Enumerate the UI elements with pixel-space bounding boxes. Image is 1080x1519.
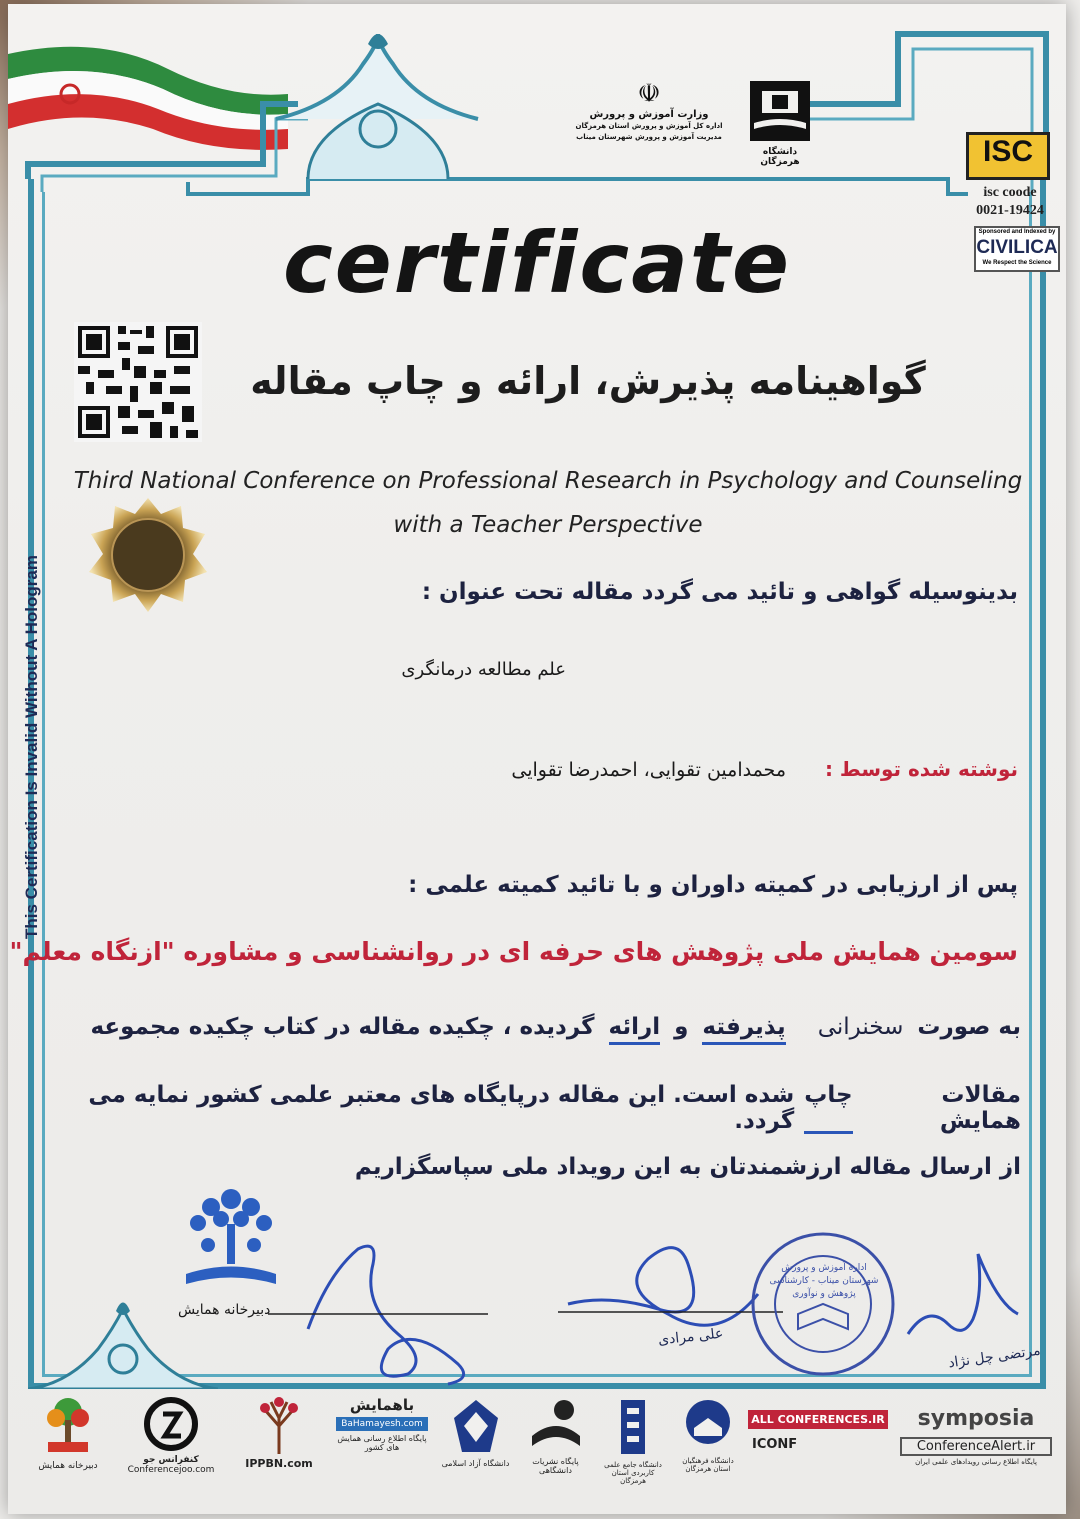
university-emblem-icon xyxy=(748,79,812,143)
ministry-header xyxy=(574,80,724,143)
hologram-seal-icon xyxy=(83,496,213,614)
conferencejoo-label: کنفرانس جو xyxy=(143,1455,199,1465)
thanks-line: از ارسال مقاله ارزشمندتان به این رویداد ملی سپاسگزاریم xyxy=(354,1154,1021,1180)
conferencealert-url: ConferenceAlert.ir xyxy=(900,1437,1052,1456)
certificate-title-en: certificate xyxy=(282,214,792,312)
ministry-line-3: مدیریت آموزش و پرورش شهرستان میناب xyxy=(576,133,722,141)
accepted-word: پذیرفته xyxy=(702,1014,785,1045)
applied-science-icon xyxy=(613,1396,653,1458)
farhangian-label: دانشگاه فرهنگیان استان هرمزگان xyxy=(682,1457,734,1473)
iconf-label: ICONF xyxy=(752,1437,798,1452)
qr-code-icon xyxy=(74,322,202,442)
student-publications-label: پایگاه نشریات دانشگاهی xyxy=(532,1457,579,1475)
symposia-label: symposia xyxy=(917,1406,1035,1431)
azad-university-logo xyxy=(438,1396,513,1496)
allconferences-logo xyxy=(748,1396,888,1496)
bahamayesh-logo xyxy=(332,1396,432,1496)
applied-science-label: دانشگاه جامع علمی کاربردی استان هرمزگان xyxy=(604,1461,662,1485)
azad-university-icon xyxy=(450,1396,502,1456)
farhangian-icon xyxy=(682,1396,734,1454)
azad-university-label: دانشگاه آزاد اسلامی xyxy=(441,1459,510,1468)
publish-prefix: مقالات همایش xyxy=(939,1082,1021,1134)
publish-rest: شده است. این مقاله درپایگاه های معتبر علمی کشور نمایه می گردد. xyxy=(88,1082,795,1134)
conference-title-en-line-2: with a Teacher Perspective xyxy=(393,512,703,538)
ippbn-logo xyxy=(234,1396,324,1496)
presentation-line xyxy=(68,1014,1021,1045)
publications-icon xyxy=(528,1396,584,1454)
ministry-line-1: وزارت آموزش و پرورش xyxy=(589,109,709,120)
secretariat-signature xyxy=(258,1234,498,1404)
conferencejoo-icon xyxy=(143,1396,199,1452)
conference-title-fa: سومین همایش ملی پژوهش های حرفه ای در روانشناسی و مشاوره "ازنگاه معلم" xyxy=(9,937,1018,966)
civilica-name: CIVILICA xyxy=(976,237,1058,258)
signer-middle-name: علی مرادی xyxy=(657,1325,725,1349)
isc-logo-text: ISC xyxy=(982,135,1033,168)
publish-line xyxy=(68,1082,1021,1134)
official-stamp xyxy=(748,1219,898,1389)
signer-right-name: مرتضی چل نژاد xyxy=(947,1342,1042,1372)
conferencejoo-logo xyxy=(116,1396,226,1496)
allconferences-label: ALL CONFERENCES.IR xyxy=(748,1410,888,1429)
secretariat-logo-label: دبیرخانه همایش xyxy=(38,1461,98,1471)
student-publications-logo xyxy=(518,1396,593,1496)
published-word: چاپ xyxy=(804,1082,852,1134)
bahamayesh-label: باهمایش xyxy=(349,1396,415,1414)
bahamayesh-url: BaHamayesh.com xyxy=(336,1417,428,1431)
bahamayesh-tagline: پایگاه اطلاع رسانی همایش های کشور xyxy=(337,1434,427,1452)
intro-line: بدینوسیله گواهی و تائید می گردد مقاله تحت عنوان : xyxy=(421,579,1018,605)
bottom-ornament xyxy=(28,1289,218,1389)
hologram-notice: This Certification Is Invalid Without A Hologram xyxy=(22,555,41,939)
conferencealert-tagline: پایگاه اطلاع رسانی رویدادهای علمی ایران xyxy=(915,1458,1037,1466)
review-line: پس از ارزیابی در کمیته داوران و با تائید کمیته علمی : xyxy=(408,872,1018,898)
university-logo xyxy=(742,79,818,167)
secretariat-label: دبیرخانه همایش xyxy=(178,1302,271,1318)
applied-science-logo xyxy=(598,1396,668,1496)
university-name: دانشگاه هرمزگان xyxy=(760,147,800,167)
presentation-rest: گردیده ، چکیده مقاله در کتاب چکیده مجموعه xyxy=(90,1014,595,1040)
presentation-prefix: به صورت xyxy=(917,1014,1021,1040)
presentation-type: سخنرانی xyxy=(817,1014,904,1040)
certificate-paper xyxy=(8,4,1066,1514)
frame-top-decoration xyxy=(8,4,1066,204)
paper-title: علم مطالعه درمانگری xyxy=(401,659,566,680)
tree-logo-icon xyxy=(40,1396,96,1458)
stamp-text: اداره آموزش و پرورش شهرستان میناب - کارشناسی پژوهش و نوآوری xyxy=(769,1263,879,1299)
isc-code-label: isc coode xyxy=(983,185,1037,200)
ippbn-label: IPPBN.com xyxy=(245,1457,313,1470)
conference-title-en-line-1: Third National Conference on Professional Research in Psychology and Counseling xyxy=(73,468,1023,494)
civilica-tagline: We Respect the Science xyxy=(982,260,1052,266)
symposia-logo xyxy=(896,1396,1056,1496)
isc-logo xyxy=(966,132,1050,180)
authors-value: محمدامین تقوایی، احمدرضا تقوایی xyxy=(511,759,786,781)
ippbn-tree-icon xyxy=(251,1396,307,1454)
ministry-line-2: اداره کل آموزش و پرورش استان هرمزگان xyxy=(575,122,723,130)
certificate-title-fa: گواهینامه پذیرش، ارائه و چاپ مقاله xyxy=(250,359,926,403)
conferencejoo-url: Conferencejoo.com xyxy=(127,1465,215,1475)
presented-word: ارائه xyxy=(609,1014,661,1045)
secretariat-logo xyxy=(28,1396,108,1496)
sponsor-logos xyxy=(28,1396,1058,1506)
authors-label: نوشته شده توسط : xyxy=(824,757,1018,781)
and-word: و xyxy=(674,1014,689,1040)
iran-emblem-icon: ☫ xyxy=(637,79,661,109)
civilica-sponsor-text: Sponsored and Indexed by xyxy=(978,229,1056,235)
isc-code-value: 0021-19424 xyxy=(976,203,1044,218)
farhangian-logo xyxy=(673,1396,743,1496)
